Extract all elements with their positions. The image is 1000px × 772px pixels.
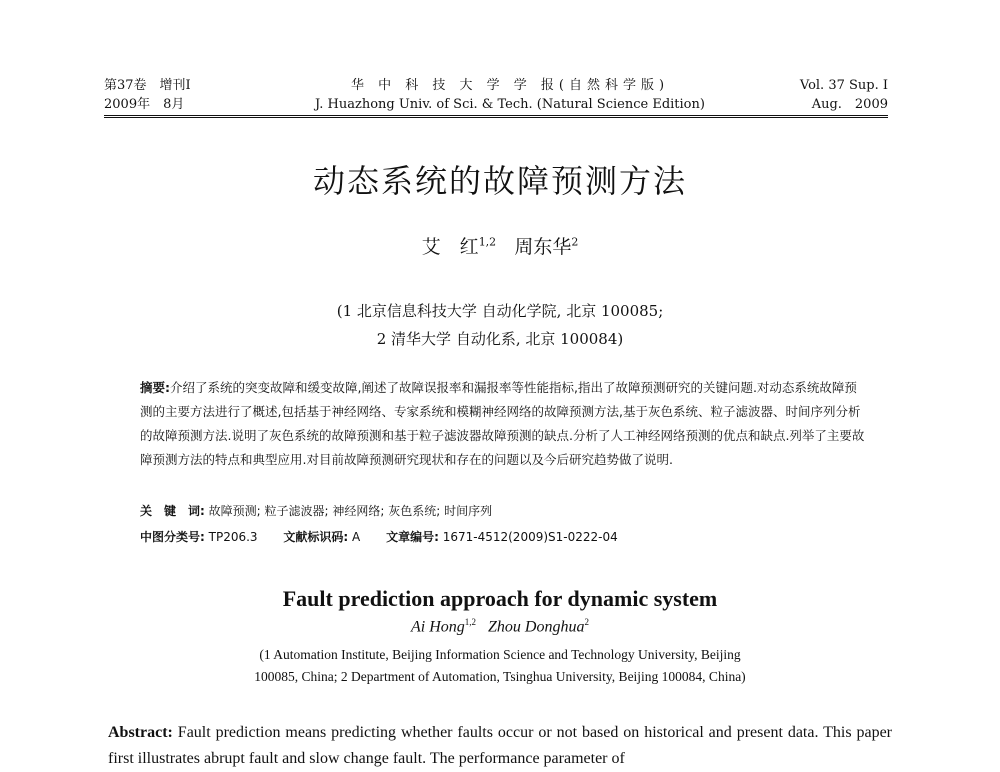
author-name: 艾 红	[421, 236, 479, 258]
author-affiliation-mark: 2	[584, 617, 589, 627]
keywords-label: 关 键 词:	[140, 504, 205, 518]
journal-volume-info	[104, 76, 191, 114]
keywords-text: 故障预测; 粒子滤波器; 神经网络; 灰色系统; 时间序列	[208, 504, 493, 518]
abstract-text-zh: 介绍了系统的突变故障和缓变故障,阐述了故障误报率和漏报率等性能指标,指出了故障预测研究的关键问题.对动态系统故障预测的主要方法进行了概述,包括基于神经网络、专家系统和模糊神经网络的故障预测方法,基于灰色系统、粒子滤波器、时间序列分析的故障预测方法.说明了灰色系统的故障预测和基于粒子滤波器故障预测的缺点.分析了人工神经网络预测的优点和缺点.列举了主要故障预测方法的特点和典型应用.对目前故障预测研究现状和存在的问题以及今后研究趋势做了说明.	[140, 380, 865, 467]
author-affiliation-mark: 1,2	[464, 617, 477, 627]
article-number-value: 1671-4512(2009)S1-0222-04	[442, 530, 618, 544]
author-affiliation-mark: 2	[571, 235, 579, 249]
affiliations-zh	[0, 297, 1000, 353]
journal-name-zh: 华 中 科 技 大 学 学 报(自然科学版)	[350, 78, 670, 93]
affiliation-line: (1 北京信息科技大学 自动化学院, 北京 100085;	[336, 302, 664, 320]
author-name: Zhou Donghua	[488, 618, 585, 636]
author-name: Ai Hong	[411, 618, 465, 636]
affiliation-line: 100085, China; 2 Department of Automation, Tsinghua University, Beijing 100084, China)	[254, 669, 746, 684]
clc-value: TP206.3	[208, 530, 258, 544]
abstract-zh	[140, 376, 866, 472]
authors-en	[0, 617, 1000, 636]
abstract-label-en: Abstract:	[108, 724, 173, 741]
affiliation-line: 2 清华大学 自动化系, 北京 100084)	[376, 330, 624, 348]
journal-name-en: J. Huazhong Univ. of Sci. & Tech. (Natural Science Edition)	[315, 97, 705, 112]
classification-info	[140, 528, 618, 545]
abstract-text-en: Fault prediction means predicting whether faults occur or not based on historical and present data. This paper first illustrates abrupt fault and slow change fault. The performance parameter of	[108, 724, 892, 767]
abstract-en	[108, 720, 892, 772]
affiliations-en	[0, 644, 1000, 688]
paper-title-en: Fault prediction approach for dynamic system	[282, 586, 718, 611]
abstract-label-zh: 摘要:	[140, 380, 170, 395]
journal-name	[290, 76, 730, 114]
publication-date: 2009年 8月	[104, 97, 185, 112]
header-divider	[104, 115, 888, 116]
author-name: 周东华	[514, 236, 572, 258]
header-divider-secondary	[104, 117, 888, 118]
clc-label: 中图分类号:	[140, 530, 205, 544]
publication-date-en: Aug. 2009	[811, 97, 888, 112]
journal-volume-info-en	[800, 76, 888, 114]
document-code-value: A	[352, 530, 361, 544]
authors-zh	[0, 232, 1000, 259]
author-affiliation-mark: 1,2	[478, 235, 497, 249]
document-code-label: 文献标识码:	[283, 530, 349, 544]
volume-issue-en: Vol. 37 Sup. Ⅰ	[799, 78, 888, 93]
volume-issue: 第37卷 增刊Ⅰ	[104, 78, 191, 93]
paper-title-zh: 动态系统的故障预测方法	[312, 162, 687, 200]
keywords-zh	[140, 502, 492, 519]
affiliation-line: (1 Automation Institute, Beijing Information Science and Technology University, Beijing	[259, 647, 741, 662]
article-number-label: 文章编号:	[386, 530, 439, 544]
